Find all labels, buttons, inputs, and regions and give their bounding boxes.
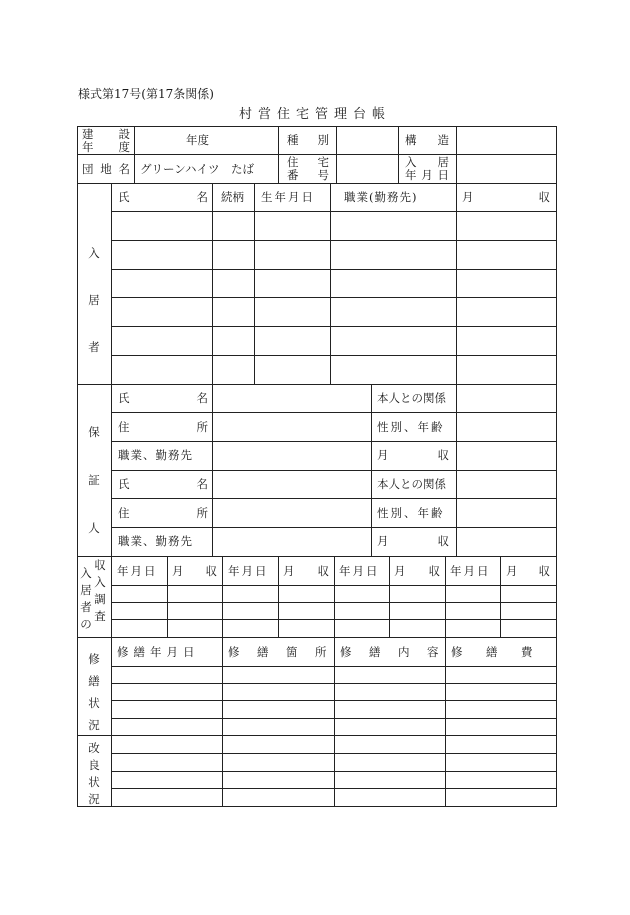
resident-income-header: 月 収	[462, 190, 550, 204]
construction-year-label-2: 年 度	[82, 140, 130, 154]
move-in-date-label-2: 年 月 日	[405, 168, 449, 182]
guarantor-income-label: 月 収	[377, 448, 449, 462]
guarantor-occupation-label: 職業、勤務先	[118, 448, 193, 462]
form-label: 様式第17号(第17条関係)	[78, 87, 214, 101]
income-survey-label-b: 収入調査	[94, 558, 106, 623]
residents-section-label: 入居者	[88, 246, 100, 354]
repair-section-label: 修繕状況	[88, 652, 100, 732]
survey-income-header-2: 月 収	[283, 564, 329, 578]
guarantor-gender-age-label: 性別、年齢	[377, 420, 445, 434]
guarantor-occupation-label-2: 職業、勤務先	[118, 534, 193, 548]
survey-income-header-3: 月 収	[394, 564, 440, 578]
guarantor-income-label-2: 月 収	[377, 534, 449, 548]
guarantor-address-label: 住 所	[118, 420, 208, 434]
guarantor-name-label-2: 氏 名	[118, 477, 208, 491]
guarantor-address-label-2: 住 所	[118, 506, 208, 520]
repair-location-header: 修 繕 箇 所	[228, 645, 330, 659]
guarantor-gender-age-label-2: 性別、年齢	[377, 506, 445, 520]
income-survey-label-a: 入居者の	[80, 566, 92, 631]
resident-occupation-header: 職業(勤務先)	[344, 190, 418, 204]
form-frame	[77, 126, 557, 807]
survey-date-header-2: 年月日	[228, 564, 269, 578]
structure-label: 構 造	[405, 133, 449, 147]
type-label: 種 別	[287, 133, 329, 147]
repair-cost-header: 修 繕 費	[451, 645, 539, 659]
resident-name-header: 氏 名	[118, 190, 208, 204]
housing-number-label-1: 住 宅	[287, 155, 329, 169]
resident-birthdate-header: 生年月日	[261, 190, 315, 204]
guarantor-section-label: 保証人	[88, 425, 100, 535]
resident-relation-header: 続柄	[221, 190, 244, 204]
fiscal-year-label: 年度	[186, 133, 209, 147]
guarantor-relation-label: 本人との関係	[377, 391, 446, 405]
complex-name-value: グリーンハイツ たば	[140, 162, 254, 176]
complex-name-label: 団 地 名	[82, 162, 130, 176]
repair-content-header: 修 繕 内 容	[340, 645, 442, 659]
guarantor-name-label: 氏 名	[118, 391, 208, 405]
survey-date-header-4: 年月日	[450, 564, 491, 578]
guarantor-relation-label-2: 本人との関係	[377, 477, 446, 491]
page-title: 村営住宅管理台帳	[238, 107, 391, 122]
improvement-section-label: 改良状況	[88, 741, 100, 806]
move-in-date-label-1: 入 居	[405, 155, 449, 169]
construction-year-label-1: 建 設	[82, 127, 130, 141]
survey-income-header-1: 月 収	[172, 564, 217, 578]
survey-income-header-4: 月 収	[506, 564, 550, 578]
survey-date-header-1: 年月日	[117, 564, 158, 578]
repair-date-header: 修繕年月日	[117, 645, 200, 659]
housing-number-label-2: 番 号	[287, 168, 329, 182]
survey-date-header-3: 年月日	[339, 564, 380, 578]
